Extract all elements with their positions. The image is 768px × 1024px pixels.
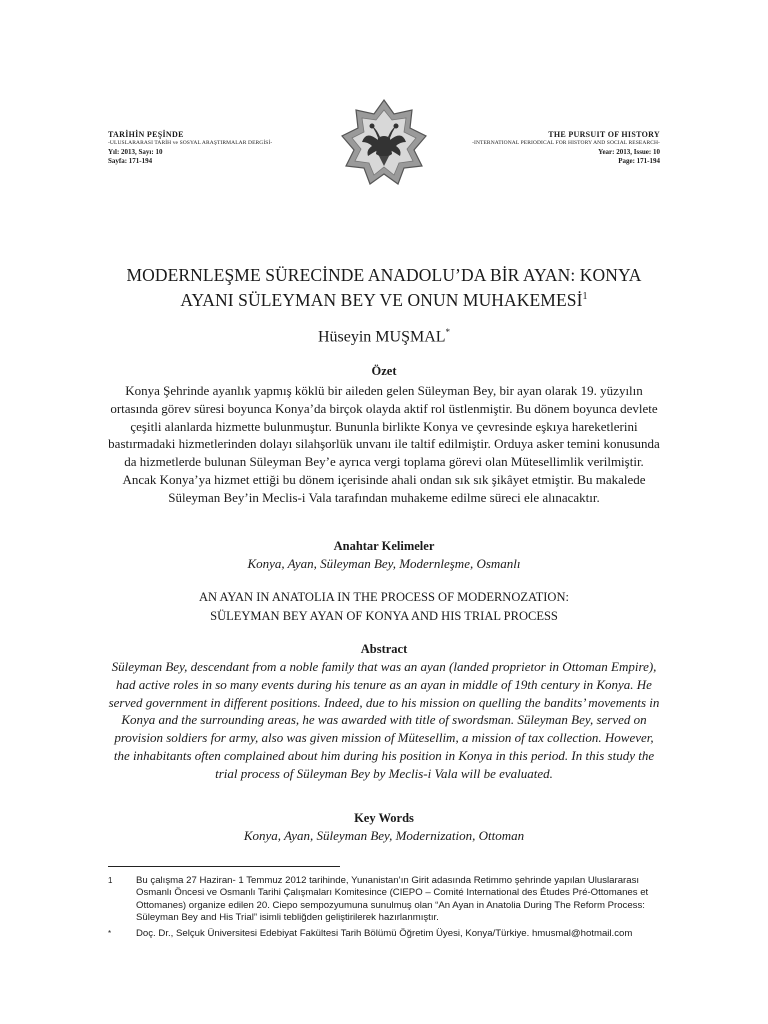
english-title: [0, 588, 768, 626]
journal-issue-en: Year: 2013, Issue: 10: [598, 148, 660, 156]
english-title-line-2: SÜLEYMAN BEY AYAN OF KONYA AND HIS TRIAL PROCESS: [210, 609, 558, 623]
abstract-text: Süleyman Bey, descendant from a noble family that was an ayan (landed proprietor in Ottoman Empire), had active roles in so many events during his tenure as an ayan in middle of 19th century in Konya. He served government in different positions. Indeed, due to his mission on quelling the bandits’ movements in Konya and the surrounding areas, he was awarded with title of swordsman. Süleyman Bey, served on provision soldiers for army, also was given mission of Mütesellim, a mission of tax collection. However, the inhabitants often complained about him during his position in Konya in this period. In this study the trial process of Süleyman Bey by Meclis-i Vala will be evaluated.: [108, 659, 660, 781]
author-line: [0, 327, 768, 346]
abstract-heading: Abstract: [360, 642, 408, 656]
english-title-line-1: AN AYAN IN ANATOLIA IN THE PROCESS OF MODERNOZATION:: [199, 590, 569, 604]
footnote-2-marker: *: [108, 929, 112, 938]
article-title: [60, 264, 708, 311]
keywords-heading: Key Words: [354, 811, 414, 825]
anahtar-kelimeler-heading: Anahtar Kelimeler: [333, 539, 435, 553]
footnote-2-text: Doç. Dr., Selçuk Üniversitesi Edebiyat Fakültesi Tarih Bölümü Öğretim Üyesi, Konya/Türkiye. hmusmal@hotmail.com: [136, 928, 633, 939]
journal-name-tr: TARİHİN PEŞİNDE: [108, 130, 184, 139]
journal-pages-tr: Sayfa: 171-194: [108, 157, 153, 165]
ozet-heading: Özet: [371, 364, 397, 378]
author-footnote-marker: *: [445, 327, 451, 337]
article-title-line-2: AYANI SÜLEYMAN BEY VE ONUN MUHAKEMESİ: [180, 289, 583, 310]
journal-pages-en: Page: 171-194: [618, 157, 660, 165]
double-headed-eagle-emblem-icon: [336, 96, 432, 192]
author-name: Hüseyin MUŞMAL: [317, 328, 446, 346]
footnote-1-text: Bu çalışma 27 Haziran- 1 Temmuz 2012 tarihinde, Yunanistan’ın Girit adasında Retimmo şehrinde yapılan Uluslararası Osmanlı Öncesi ve Osmanlı Tarihi Çalışmaları Komitesince (CIEPO – Comité International des Études Pré-Ottomanes et Ottomanes) organize edilen 20. Ciepo sempozyumuna sunulmuş olan “An Ayan in Anatolia During The Reform Process: Süleyman Bey and His Trial” isimli tebliğden geliştirilerek hazırlanmıştır.: [136, 875, 649, 923]
title-footnote-marker: 1: [582, 291, 588, 302]
journal-issue-tr: Yıl: 2013, Sayı: 10: [108, 148, 163, 156]
footnote-separator: [108, 866, 340, 867]
footnote-2: [108, 928, 660, 940]
footnote-1: [108, 875, 660, 924]
journal-subtitle-tr: -ULUSLARARASI TARİH ve SOSYAL ARAŞTIRMALAR DERGİSİ-: [108, 140, 273, 146]
ozet-text: Konya Şehrinde ayanlık yapmış köklü bir aileden gelen Süleyman Bey, bir ayan olarak 19. yüzyılın ortasında görev süresi boyunca Konya’da birçok olayda aktif rol üstlenmiştir. Bu dönem boyunca devlete çeşitli alanlarda hizmette bulunmuştur. Bununla birlikte Konya ve çevresinde eşkıya hareketlerini bastırmadaki hizmetlerinden dolayı silahşorlük unvanı ile taltif edilmiştir. Orduya asker temini konusunda da hizmetlerde bulunan Süleyman Bey’e ayrıca vergi toplama görevi olan Mütesellimlik verilmiştir. Ancak Konya’ya hizmet ettiği bu dönem içerisinde ahali ondan sık sık şikâyet etmiştir. Bu makalede Süleyman Bey’in Meclis-i Vala tarafından muhakeme edilme süreci ele alınacaktır.: [108, 383, 660, 505]
journal-subtitle-en: -INTERNATIONAL PERIODICAL FOR HISTORY AND SOCIAL RESEARCH-: [472, 140, 660, 146]
journal-header-left: [108, 130, 272, 166]
journal-name-en: THE PURSUIT OF HISTORY: [548, 130, 660, 139]
footnote-1-marker: 1: [108, 876, 113, 885]
anahtar-kelimeler-text: Konya, Ayan, Süleyman Bey, Modernleşme, Osmanlı: [247, 556, 521, 571]
journal-header-right: [472, 130, 660, 166]
keywords-text: Konya, Ayan, Süleyman Bey, Modernization, Ottoman: [243, 828, 525, 843]
article-title-line-1: MODERNLEŞME SÜRECİNDE ANADOLU’DA BİR AYAN: KONYA: [126, 265, 642, 285]
